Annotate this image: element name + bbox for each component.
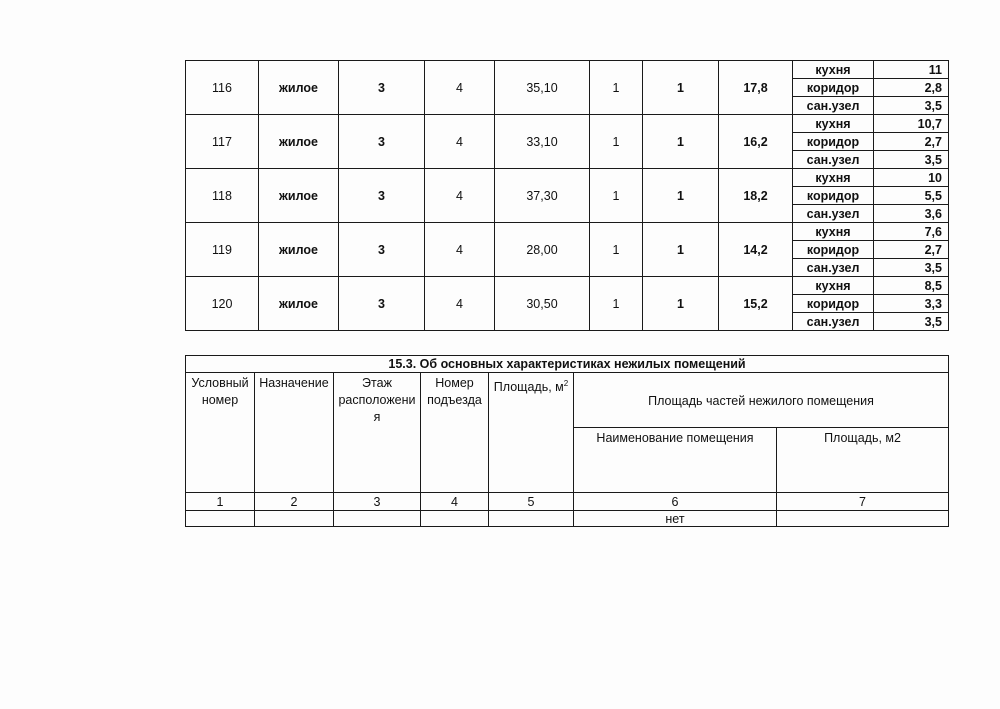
apartment-floor: 3 <box>339 223 425 277</box>
part-name: коридор <box>793 133 874 151</box>
part-area: 2,7 <box>874 133 949 151</box>
apartment-floor: 3 <box>339 277 425 331</box>
apartment-living-rooms: 1 <box>643 223 719 277</box>
part-name: сан.узел <box>793 151 874 169</box>
apartment-area: 33,10 <box>495 115 590 169</box>
part-name: коридор <box>793 241 874 259</box>
part-area: 3,5 <box>874 259 949 277</box>
apartment-floor: 3 <box>339 61 425 115</box>
apartment-number: 117 <box>186 115 259 169</box>
apartment-purpose: жилое <box>259 169 339 223</box>
apartment-row <box>186 115 949 133</box>
part-name: сан.узел <box>793 97 874 115</box>
part-area: 7,6 <box>874 223 949 241</box>
apartment-row <box>186 61 949 79</box>
empty-cell <box>186 511 255 527</box>
apartments-table <box>185 60 949 331</box>
apartment-rooms: 1 <box>590 169 643 223</box>
part-name: кухня <box>793 277 874 295</box>
apartment-area: 35,10 <box>495 61 590 115</box>
empty-row <box>186 511 949 527</box>
column-number: 6 <box>574 493 777 511</box>
part-area: 5,5 <box>874 187 949 205</box>
empty-cell <box>334 511 421 527</box>
header-entrance: Номер подъезда <box>421 373 489 493</box>
column-number: 7 <box>777 493 949 511</box>
part-name: коридор <box>793 295 874 313</box>
part-area: 3,5 <box>874 313 949 331</box>
nonresidential-title: 15.3. Об основных характеристиках нежилых помещений <box>186 356 949 373</box>
apartment-floor: 3 <box>339 169 425 223</box>
apartment-rooms: 1 <box>590 115 643 169</box>
apartment-purpose: жилое <box>259 115 339 169</box>
apartment-living-rooms: 1 <box>643 169 719 223</box>
part-name: сан.узел <box>793 205 874 223</box>
part-name: кухня <box>793 169 874 187</box>
part-name: кухня <box>793 115 874 133</box>
empty-cell <box>421 511 489 527</box>
empty-value: нет <box>574 511 777 527</box>
apartment-row <box>186 223 949 241</box>
apartment-area: 28,00 <box>495 223 590 277</box>
apartment-living-area: 18,2 <box>719 169 793 223</box>
column-number: 5 <box>489 493 574 511</box>
apartment-living-rooms: 1 <box>643 61 719 115</box>
apartment-floor: 3 <box>339 115 425 169</box>
part-name: сан.узел <box>793 259 874 277</box>
apartment-entrance: 4 <box>425 169 495 223</box>
apartment-living-rooms: 1 <box>643 277 719 331</box>
apartment-row <box>186 277 949 295</box>
part-name: кухня <box>793 223 874 241</box>
apartment-living-area: 17,8 <box>719 61 793 115</box>
part-area: 3,6 <box>874 205 949 223</box>
header-part-name: Наименование помещения <box>574 428 777 493</box>
apartment-area: 30,50 <box>495 277 590 331</box>
part-area: 3,5 <box>874 151 949 169</box>
header-parts: Площадь частей нежилого помещения <box>574 373 949 428</box>
column-number: 4 <box>421 493 489 511</box>
apartment-row <box>186 169 949 187</box>
part-area: 2,8 <box>874 79 949 97</box>
part-area: 10,7 <box>874 115 949 133</box>
part-area: 8,5 <box>874 277 949 295</box>
header-area <box>489 373 574 493</box>
part-area: 3,3 <box>874 295 949 313</box>
header-purpose: Назначение <box>255 373 334 493</box>
apartment-purpose: жилое <box>259 61 339 115</box>
part-area: 10 <box>874 169 949 187</box>
header-area-label: Площадь, м <box>493 380 564 395</box>
column-number: 3 <box>334 493 421 511</box>
apartment-entrance: 4 <box>425 277 495 331</box>
column-number: 2 <box>255 493 334 511</box>
apartment-number: 120 <box>186 277 259 331</box>
apartment-purpose: жилое <box>259 277 339 331</box>
column-numbers-row <box>186 493 949 511</box>
apartment-purpose: жилое <box>259 223 339 277</box>
apartment-rooms: 1 <box>590 277 643 331</box>
apartment-rooms: 1 <box>590 223 643 277</box>
apartment-living-area: 15,2 <box>719 277 793 331</box>
apartment-living-rooms: 1 <box>643 115 719 169</box>
part-name: коридор <box>793 187 874 205</box>
header-floor: Этаж расположени я <box>334 373 421 493</box>
apartment-rooms: 1 <box>590 61 643 115</box>
part-name: кухня <box>793 61 874 79</box>
part-name: коридор <box>793 79 874 97</box>
empty-cell <box>255 511 334 527</box>
apartment-number: 116 <box>186 61 259 115</box>
apartment-entrance: 4 <box>425 61 495 115</box>
part-name: сан.узел <box>793 313 874 331</box>
empty-cell <box>489 511 574 527</box>
header-area-sup: 2 <box>563 379 569 388</box>
part-area: 11 <box>874 61 949 79</box>
apartment-entrance: 4 <box>425 223 495 277</box>
nonresidential-table <box>185 355 949 527</box>
column-number: 1 <box>186 493 255 511</box>
empty-cell <box>777 511 949 527</box>
header-number: Условный номер <box>186 373 255 493</box>
header-part-area: Площадь, м2 <box>777 428 949 493</box>
apartment-living-area: 14,2 <box>719 223 793 277</box>
part-area: 3,5 <box>874 97 949 115</box>
apartment-number: 119 <box>186 223 259 277</box>
apartment-number: 118 <box>186 169 259 223</box>
apartment-area: 37,30 <box>495 169 590 223</box>
apartment-entrance: 4 <box>425 115 495 169</box>
part-area: 2,7 <box>874 241 949 259</box>
apartment-living-area: 16,2 <box>719 115 793 169</box>
